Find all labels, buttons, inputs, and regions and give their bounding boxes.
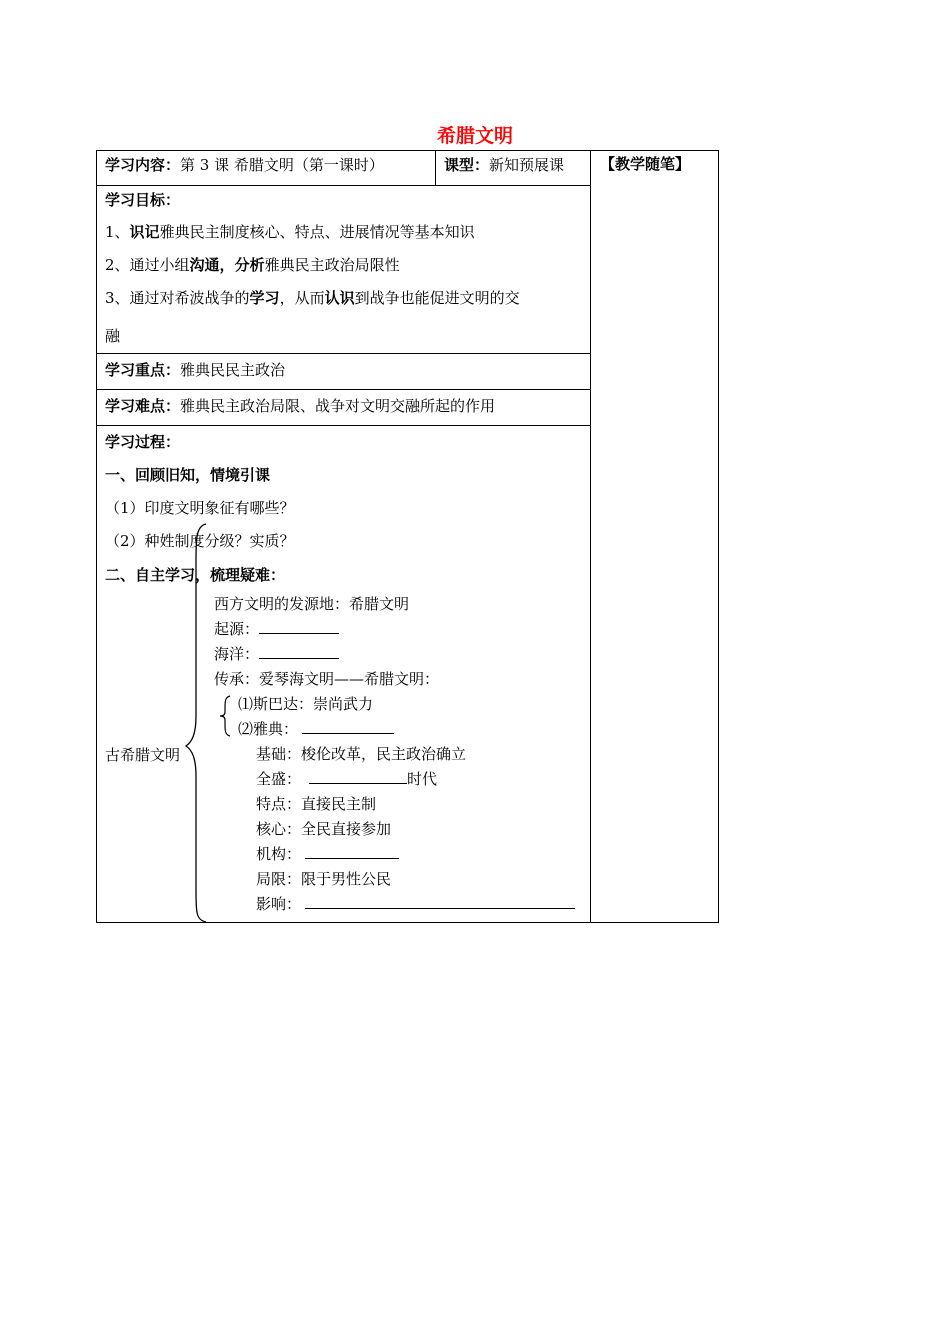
row-divider <box>96 185 590 186</box>
goal-text: 1、 <box>105 223 130 241</box>
outline-item: ⑴斯巴达：崇尚武力 <box>238 695 374 713</box>
goal-text: 到战争也能促进文明的交 <box>354 289 520 307</box>
table-border-left <box>96 150 97 923</box>
answer-blank <box>259 619 339 634</box>
section-heading: 一、回顾旧知，情境引课 <box>105 466 271 484</box>
goal-text: 3、通过对希波战争的 <box>105 289 250 307</box>
goal-text: 雅典民主制度核心、特点、进展情况等基本知识 <box>159 223 475 241</box>
outline-label: 时代 <box>407 770 438 788</box>
difficulty-value: 雅典民主政治局限、战争对文明交融所起的作用 <box>180 397 496 415</box>
outline-item <box>256 844 399 864</box>
outline-label: 全盛： <box>256 770 302 788</box>
outline-root: 古希腊文明 <box>105 746 181 764</box>
outline-brace <box>180 520 210 925</box>
difficulty-row <box>105 396 495 416</box>
key-point-label: 学习重点： <box>105 361 181 379</box>
outline-label: ⑵雅典： <box>238 720 299 738</box>
outline-item <box>238 719 394 739</box>
answer-blank <box>259 644 339 659</box>
goal-text: ，从而 <box>279 289 325 307</box>
table-border-right <box>718 150 719 923</box>
outline-item <box>214 619 339 639</box>
page-title: 希腊文明 <box>436 125 513 147</box>
answer-blank <box>305 844 399 859</box>
content-cell <box>105 155 384 175</box>
goal-item <box>105 255 400 275</box>
outline-item: 西方文明的发源地：希腊文明 <box>214 595 410 613</box>
goal-keyword: 分析 <box>234 256 265 274</box>
content-value: 第 3 课 希腊文明（第一课时） <box>180 156 384 174</box>
outline-item: 传承：爱琴海文明——希腊文明： <box>214 670 440 688</box>
type-cell <box>444 155 564 175</box>
goal-text: 雅典民主政治局限性 <box>264 256 400 274</box>
outline-item <box>256 894 575 914</box>
outline-item <box>256 769 437 789</box>
goal-item <box>105 288 520 308</box>
row-divider <box>96 425 590 426</box>
answer-blank <box>309 769 407 784</box>
process-heading: 学习过程： <box>105 433 181 451</box>
section-heading: 二、自主学习，梳理疑难： <box>105 566 286 584</box>
goal-text: 融 <box>105 327 121 345</box>
row-divider <box>96 353 590 354</box>
outline-item <box>214 644 339 664</box>
outline-label: 影响： <box>256 895 302 913</box>
difficulty-label: 学习难点： <box>105 397 181 415</box>
key-point-value: 雅典民民主政治 <box>180 361 286 379</box>
review-question: （1）印度文明象征有哪些？ <box>105 499 295 517</box>
content-label: 学习内容： <box>105 156 181 174</box>
outline-label: 起源： <box>214 620 260 638</box>
table-border-top <box>96 150 719 151</box>
outline-item: 局限：限于男性公民 <box>256 870 392 888</box>
outline-item: 特点：直接民主制 <box>256 795 377 813</box>
review-question: （2）种姓制度分级？实质？ <box>105 532 295 550</box>
type-value: 新知预展课 <box>489 156 565 174</box>
goal-keyword: 学习 <box>249 289 280 307</box>
goal-item <box>105 222 475 242</box>
notes-column-divider <box>590 150 591 923</box>
answer-blank <box>302 719 394 734</box>
outline-item: 核心：全民直接参加 <box>256 820 392 838</box>
goal-keyword: 识记 <box>129 223 160 241</box>
type-label: 课型： <box>444 156 490 174</box>
outline-label: 机构： <box>256 845 302 863</box>
goal-text: 2、通过小组 <box>105 256 190 274</box>
outline-item: 基础：梭伦改革，民主政治确立 <box>256 745 467 763</box>
notes-label: 【教学随笔】 <box>600 155 691 173</box>
row-divider <box>96 389 590 390</box>
outline-label: 海洋： <box>214 645 260 663</box>
key-point-row <box>105 360 285 380</box>
polis-brace <box>218 694 232 738</box>
goal-keyword: 沟通， <box>189 256 235 274</box>
header-cell-divider <box>435 150 436 185</box>
goals-heading: 学习目标： <box>105 191 181 209</box>
answer-blank <box>305 894 575 909</box>
goal-keyword: 认识 <box>324 289 355 307</box>
